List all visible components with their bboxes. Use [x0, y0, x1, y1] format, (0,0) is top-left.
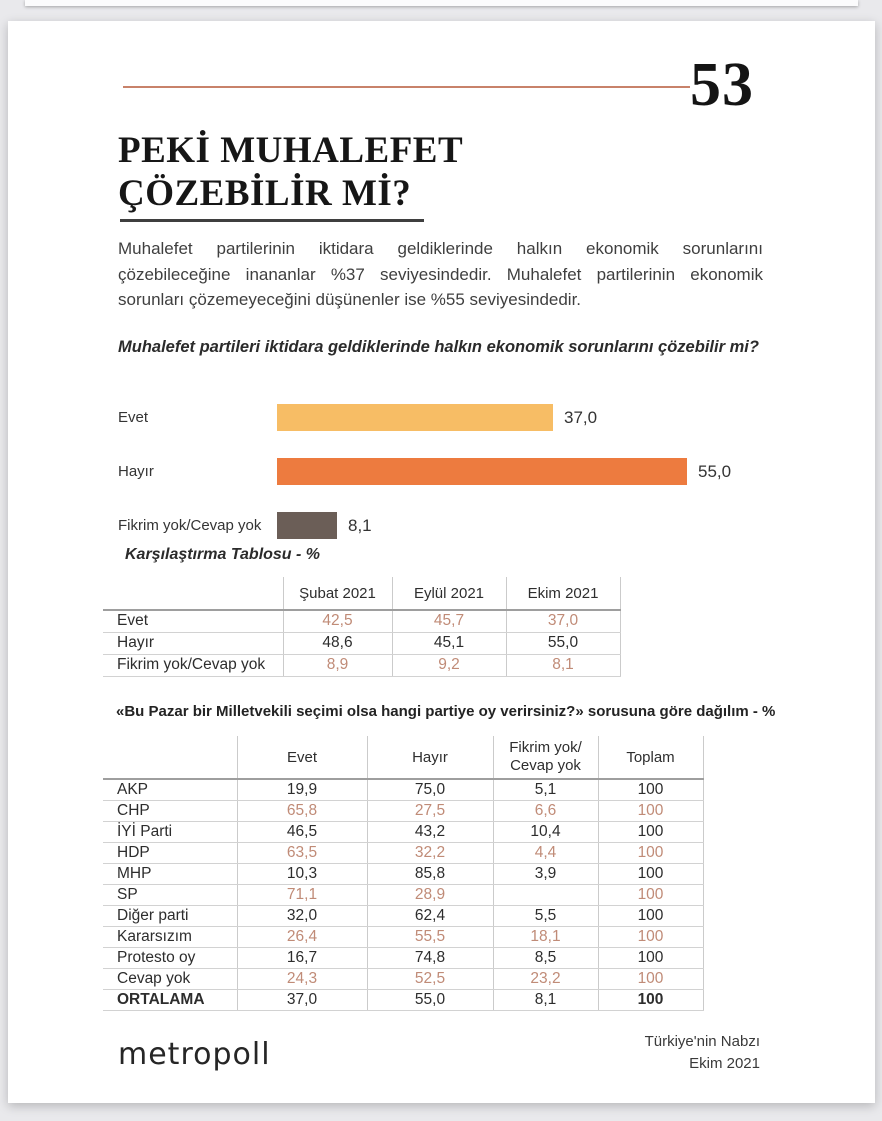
cell-value: 55,5	[367, 926, 493, 947]
cell-value: 74,8	[367, 947, 493, 968]
bar-value-hayir: 55,0	[698, 461, 732, 481]
table-row-hayir	[103, 632, 620, 654]
cell-value: 100	[598, 926, 703, 947]
table-row-diger-parti	[103, 905, 703, 926]
party-table-title: «Bu Pazar bir Milletvekili seçimi olsa hangi partiye oy verirsiniz?» sorusuna göre dağılım - %	[116, 703, 776, 720]
cell-value: 71,1	[237, 884, 367, 905]
cell-value: 52,5	[367, 968, 493, 989]
chart-row-evet	[118, 404, 778, 431]
table-row-mhp	[103, 863, 703, 884]
table-row-cevap-yok	[103, 968, 703, 989]
column-header-subat: Şubat 2021	[283, 577, 392, 610]
cell-value: 46,5	[237, 821, 367, 842]
row-label: Protesto oy	[103, 947, 237, 968]
cell-value: 62,4	[367, 905, 493, 926]
row-label: MHP	[103, 863, 237, 884]
cell-value: 3,9	[493, 863, 598, 884]
table-row-fikrim-yok	[103, 654, 620, 676]
table-row-akp	[103, 779, 703, 800]
cell-value: 100	[598, 863, 703, 884]
chart-row-hayir	[118, 458, 778, 485]
comparison-header-row	[103, 577, 620, 610]
row-label: SP	[103, 884, 237, 905]
row-label: CHP	[103, 800, 237, 821]
bar-chart	[118, 404, 778, 566]
column-header-hayir: Hayır	[367, 736, 493, 779]
cell-value: 32,0	[237, 905, 367, 926]
cell-value: 85,8	[367, 863, 493, 884]
table-row-iyi-parti	[103, 821, 703, 842]
metropoll-logo: metropoll	[118, 1037, 271, 1072]
column-header-toplam: Toplam	[598, 736, 703, 779]
row-label: Diğer parti	[103, 905, 237, 926]
table-row-chp	[103, 800, 703, 821]
party-header-row	[103, 736, 703, 779]
cell-value: 10,4	[493, 821, 598, 842]
comparison-table	[103, 577, 621, 677]
cell-value: 26,4	[237, 926, 367, 947]
row-label: İYİ Parti	[103, 821, 237, 842]
cell-value: 45,1	[392, 632, 506, 654]
cell-value: 48,6	[283, 632, 392, 654]
row-label: Fikrim yok/Cevap yok	[103, 654, 283, 676]
table-row-protesto-oy	[103, 947, 703, 968]
page-title	[118, 129, 463, 215]
table-row-kararsizim	[103, 926, 703, 947]
table-row-evet	[103, 610, 620, 632]
cell-value: 32,2	[367, 842, 493, 863]
row-label: HDP	[103, 842, 237, 863]
row-label: Evet	[103, 610, 283, 632]
cell-value: 5,5	[493, 905, 598, 926]
survey-question: Muhalefet partileri iktidara geldiklerinde halkın ekonomik sorunlarını çözebilir mi?	[118, 338, 759, 356]
cell-value: 4,4	[493, 842, 598, 863]
cell-value: 100	[598, 947, 703, 968]
cell-value	[493, 884, 598, 905]
cell-value: 100	[598, 989, 703, 1010]
report-name-line2: Ekim 2021	[689, 1055, 760, 1072]
chart-label-fikrim-yok: Fikrim yok/Cevap yok	[118, 517, 262, 534]
cell-value: 8,5	[493, 947, 598, 968]
accent-line	[123, 86, 690, 88]
chart-row-fikrim-yok	[118, 512, 778, 539]
row-label: Kararsızım	[103, 926, 237, 947]
cell-value: 100	[598, 779, 703, 800]
cell-value: 55,0	[506, 632, 620, 654]
page-title-line1: PEKİ MUHALEFET	[118, 130, 464, 171]
cell-value: 63,5	[237, 842, 367, 863]
row-label: Cevap yok	[103, 968, 237, 989]
chart-label-hayir: Hayır	[118, 463, 154, 480]
cell-value: 37,0	[237, 989, 367, 1010]
party-table	[103, 736, 704, 1011]
bar-value-fikrim-yok: 8,1	[348, 515, 372, 535]
comparison-table-title: Karşılaştırma Tablosu - %	[125, 546, 321, 563]
cell-value: 100	[598, 884, 703, 905]
cell-value: 65,8	[237, 800, 367, 821]
cell-value: 8,9	[283, 654, 392, 676]
column-header-fikrim-yok	[493, 736, 598, 779]
cell-value: 24,3	[237, 968, 367, 989]
cell-value: 28,9	[367, 884, 493, 905]
cell-value: 43,2	[367, 821, 493, 842]
cell-value: 23,2	[493, 968, 598, 989]
column-header-fikrim-line2: Cevap yok	[510, 757, 581, 774]
report-name-line1: Türkiye'nin Nabzı	[644, 1033, 760, 1050]
bar-evet	[277, 404, 553, 431]
row-label: Hayır	[103, 632, 283, 654]
report-page	[8, 21, 875, 1103]
column-header-ekim: Ekim 2021	[506, 577, 620, 610]
table-row-ortalama	[103, 989, 703, 1010]
row-label: ORTALAMA	[103, 989, 237, 1010]
cell-value: 55,0	[367, 989, 493, 1010]
cell-value: 100	[598, 968, 703, 989]
cell-value: 27,5	[367, 800, 493, 821]
column-header-evet: Evet	[237, 736, 367, 779]
bar-fikrim-yok	[277, 512, 337, 539]
cell-value: 100	[598, 842, 703, 863]
cell-value: 100	[598, 821, 703, 842]
column-header-fikrim-line1: Fikrim yok/	[509, 739, 582, 756]
intro-paragraph: Muhalefet partilerinin iktidara geldiklerinde halkın ekonomik sorunlarını çözebileceğine inananlar %37 seviyesindedir. Muhalefet partilerinin ekonomik sorunları çözemeyeceğini düşünenler ise %55 seviyesindedir.	[118, 239, 763, 309]
cell-value: 16,7	[237, 947, 367, 968]
cell-value: 100	[598, 905, 703, 926]
corner-cell	[103, 577, 283, 610]
column-header-eylul: Eylül 2021	[392, 577, 506, 610]
cell-value: 45,7	[392, 610, 506, 632]
cell-value: 19,9	[237, 779, 367, 800]
table-row-sp	[103, 884, 703, 905]
cell-value: 42,5	[283, 610, 392, 632]
page-number: 53	[690, 51, 754, 119]
cell-value: 100	[598, 800, 703, 821]
cell-value: 8,1	[506, 654, 620, 676]
previous-page-edge	[25, 0, 858, 6]
cell-value: 8,1	[493, 989, 598, 1010]
corner-cell	[103, 736, 237, 779]
page-title-line2: ÇÖZEBİLİR Mİ?	[118, 173, 412, 214]
chart-label-evet: Evet	[118, 409, 149, 426]
report-name	[645, 1031, 760, 1075]
title-underline	[120, 219, 424, 222]
cell-value: 18,1	[493, 926, 598, 947]
cell-value: 10,3	[237, 863, 367, 884]
bar-hayir	[277, 458, 687, 485]
row-label: AKP	[103, 779, 237, 800]
cell-value: 9,2	[392, 654, 506, 676]
bar-value-evet: 37,0	[564, 407, 598, 427]
cell-value: 75,0	[367, 779, 493, 800]
table-row-hdp	[103, 842, 703, 863]
cell-value: 6,6	[493, 800, 598, 821]
cell-value: 37,0	[506, 610, 620, 632]
cell-value: 5,1	[493, 779, 598, 800]
